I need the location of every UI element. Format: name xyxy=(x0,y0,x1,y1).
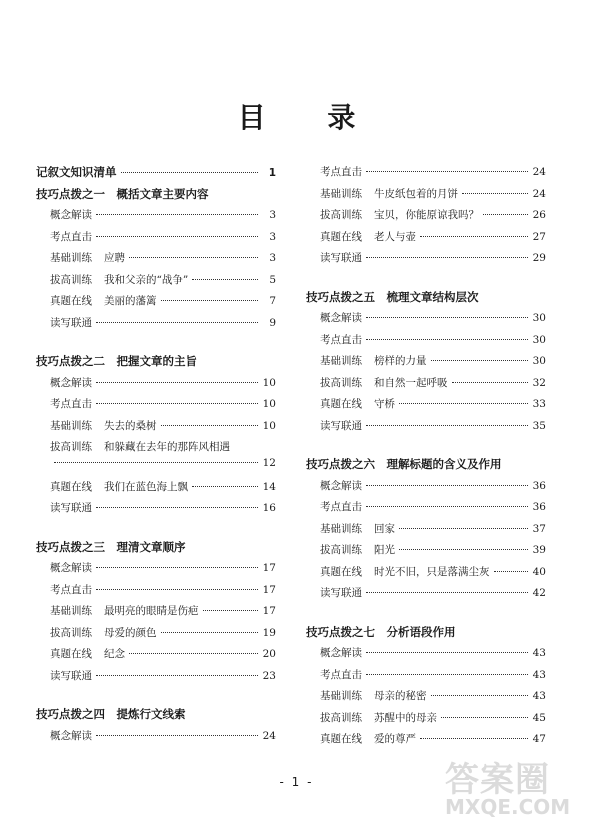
section-heading-label: 技巧点拨之四 提炼行文线索 xyxy=(36,707,186,721)
dot-leader xyxy=(441,717,528,718)
page-ref: 45 xyxy=(532,711,546,724)
dot-leader xyxy=(483,214,528,215)
entry-category: 读写联通 xyxy=(50,316,92,329)
toc-section-heading[interactable] xyxy=(306,289,546,311)
entry-title: 苏醒中的母亲 xyxy=(374,711,437,724)
entry-category: 考点直击 xyxy=(50,230,92,243)
toc-entry[interactable] xyxy=(36,728,276,750)
entry-category: 基础训练 xyxy=(320,187,362,200)
entry-title: 我们在蓝色海上飘 xyxy=(104,480,188,493)
entry-category: 真题在线 xyxy=(50,295,92,307)
entry-category: 真题在线 xyxy=(320,230,362,243)
dot-leader xyxy=(366,674,528,675)
toc-entry[interactable] xyxy=(306,332,546,354)
toc-entry[interactable] xyxy=(36,315,276,337)
toc-entry[interactable] xyxy=(306,186,546,208)
page-ref: 43 xyxy=(532,668,546,681)
toc-entry[interactable] xyxy=(306,499,546,521)
page-ref: 3 xyxy=(269,230,276,243)
entry-category: 基础训练 xyxy=(320,355,362,367)
toc-section-heading[interactable] xyxy=(306,624,546,646)
page-title: 目 录 xyxy=(237,101,382,134)
toc-entry[interactable] xyxy=(306,645,546,667)
entry-category: 基础训练 xyxy=(50,252,92,264)
toc-entry[interactable] xyxy=(36,500,276,522)
page-ref: 36 xyxy=(532,479,546,492)
page-ref: 24 xyxy=(532,166,546,178)
toc-entry[interactable] xyxy=(306,667,546,689)
entry-category: 基础训练 xyxy=(50,419,92,432)
toc-entry[interactable] xyxy=(36,293,276,315)
page-ref: 40 xyxy=(532,565,546,578)
watermark-url: MXQE.COM xyxy=(445,795,571,819)
toc-entry[interactable] xyxy=(36,250,276,272)
entry-title: 老人与壶 xyxy=(374,230,416,243)
toc-entry[interactable] xyxy=(306,564,546,586)
entry-category: 真题在线 xyxy=(50,480,92,493)
toc-entry[interactable] xyxy=(306,521,546,543)
dot-leader xyxy=(96,675,258,676)
toc-entry[interactable] xyxy=(36,418,276,440)
dot-leader xyxy=(129,257,258,258)
page-ref: 36 xyxy=(532,501,546,513)
entry-category: 拔高训练 xyxy=(50,626,92,639)
entry-category: 概念解读 xyxy=(320,479,362,492)
page-ref: 37 xyxy=(532,522,546,535)
dot-leader xyxy=(121,172,259,173)
entry-category: 拔高训练 xyxy=(50,441,92,453)
toc-section-heading[interactable] xyxy=(36,706,276,728)
page-ref: 35 xyxy=(532,419,546,432)
page-ref: 16 xyxy=(262,502,276,514)
entry-title: 阳光 xyxy=(374,544,395,556)
section-gap xyxy=(36,689,276,706)
entry-title: 榜样的力量 xyxy=(374,355,427,367)
page-number: - 1 - xyxy=(279,775,314,789)
toc-entry[interactable] xyxy=(36,603,276,625)
page-ref: 30 xyxy=(532,312,546,324)
dot-leader xyxy=(96,322,258,323)
toc-entry[interactable] xyxy=(306,207,546,229)
section-heading-label: 记叙文知识清单 xyxy=(36,165,117,179)
toc-entry[interactable] xyxy=(306,250,546,272)
entry-category: 基础训练 xyxy=(320,690,362,702)
dot-leader xyxy=(96,236,258,237)
toc-entry-continuation[interactable] xyxy=(36,457,276,479)
page-ref: 5 xyxy=(269,273,276,286)
dot-leader xyxy=(420,738,528,739)
entry-title: 母爱的颜色 xyxy=(104,626,157,639)
toc-entry[interactable] xyxy=(306,478,546,500)
entry-title: 失去的桑树 xyxy=(104,419,157,432)
toc-entry[interactable] xyxy=(36,625,276,647)
dot-leader xyxy=(161,632,259,633)
page-ref: 17 xyxy=(262,562,276,574)
entry-category: 概念解读 xyxy=(320,647,362,659)
entry-title: 美丽的藩篱 xyxy=(104,295,157,307)
toc-entry[interactable] xyxy=(36,668,276,690)
toc-entry[interactable] xyxy=(36,207,276,229)
dot-leader xyxy=(96,382,258,383)
entry-category: 真题在线 xyxy=(320,565,362,578)
toc-entry[interactable] xyxy=(36,396,276,418)
section-heading-label: 技巧点拨之三 理清文章顺序 xyxy=(36,539,186,554)
entry-title: 宝贝，你能原谅我吗？ xyxy=(374,209,479,221)
page-ref: 47 xyxy=(532,733,546,745)
dot-leader xyxy=(366,485,528,486)
dot-leader xyxy=(161,300,259,301)
section-heading-label: 技巧点拨之一 概括文章主要内容 xyxy=(36,186,209,201)
entry-category: 概念解读 xyxy=(50,376,92,389)
entry-category: 拔高训练 xyxy=(320,544,362,556)
watermark-logo-text: 答案圈 xyxy=(445,760,550,800)
dot-leader xyxy=(96,214,258,215)
entry-category: 考点直击 xyxy=(50,583,92,596)
toc-entry[interactable] xyxy=(306,310,546,332)
entry-category: 考点直击 xyxy=(320,501,362,513)
page-ref: 3 xyxy=(269,252,276,264)
section-gap xyxy=(306,272,546,289)
toc-entry[interactable] xyxy=(36,272,276,294)
section-gap xyxy=(306,607,546,624)
section-gap xyxy=(306,439,546,456)
dot-leader xyxy=(192,486,258,487)
entry-title: 时光不旧，只是落满尘灰 xyxy=(374,565,490,578)
page-ref: 1 xyxy=(268,167,276,179)
dot-leader xyxy=(96,507,258,508)
page-ref: 33 xyxy=(532,398,546,410)
page-ref: 30 xyxy=(532,333,546,346)
dot-leader xyxy=(366,317,528,318)
toc-section-heading[interactable] xyxy=(36,186,276,208)
dot-leader xyxy=(462,193,528,194)
entry-title: 爱的尊严 xyxy=(374,733,416,745)
entry-category: 真题在线 xyxy=(320,733,362,745)
dot-leader xyxy=(203,610,259,611)
toc-entry[interactable] xyxy=(306,353,546,375)
toc-entry[interactable] xyxy=(36,375,276,397)
page-ref: 10 xyxy=(262,419,276,432)
entry-category: 读写联通 xyxy=(320,587,362,599)
dot-leader xyxy=(366,339,528,340)
section-heading-label: 技巧点拨之六 理解标题的含义及作用 xyxy=(306,457,502,471)
dot-leader xyxy=(494,571,529,572)
section-gap xyxy=(36,522,276,539)
entry-title: 和躲藏在去年的那阵风相遇 xyxy=(104,441,230,453)
dot-leader xyxy=(366,592,528,593)
toc-entry[interactable] xyxy=(306,396,546,418)
entry-category: 考点直击 xyxy=(50,398,92,410)
dot-leader xyxy=(96,589,258,590)
entry-category: 读写联通 xyxy=(320,252,362,264)
dot-leader xyxy=(366,652,528,653)
toc-column-right xyxy=(306,164,546,753)
toc-section-heading[interactable] xyxy=(36,539,276,561)
toc-entry[interactable] xyxy=(306,542,546,564)
page-ref: 43 xyxy=(532,690,546,702)
dot-leader xyxy=(399,528,528,529)
entry-title: 母亲的秘密 xyxy=(374,690,427,702)
toc-entry[interactable] xyxy=(306,710,546,732)
dot-leader xyxy=(399,403,528,404)
entry-category: 考点直击 xyxy=(320,668,362,681)
page-ref: 39 xyxy=(532,544,546,556)
entry-category: 读写联通 xyxy=(50,669,92,682)
entry-category: 概念解读 xyxy=(50,729,92,742)
entry-title: 应聘 xyxy=(104,252,125,264)
entry-category: 基础训练 xyxy=(320,522,362,535)
toc-column-left xyxy=(36,164,276,749)
page-ref: 27 xyxy=(532,230,546,243)
dot-leader xyxy=(431,695,529,696)
section-gap xyxy=(36,336,276,353)
dot-leader xyxy=(452,382,529,383)
dot-leader xyxy=(161,425,259,426)
toc-entry[interactable] xyxy=(306,418,546,440)
entry-title: 牛皮纸包着的月饼 xyxy=(374,187,458,200)
toc-entry[interactable] xyxy=(36,479,276,501)
entry-title: 和自然一起呼吸 xyxy=(374,376,448,389)
page-ref: 9 xyxy=(269,316,276,329)
entry-category: 拔高训练 xyxy=(320,209,362,221)
page-ref: 10 xyxy=(262,376,276,389)
page-ref: 32 xyxy=(532,376,546,389)
page-ref: 30 xyxy=(532,355,546,367)
entry-title: 回家 xyxy=(374,522,395,535)
page-ref: 3 xyxy=(269,209,276,221)
page-ref: 23 xyxy=(262,669,276,682)
dot-leader xyxy=(431,360,529,361)
entry-category: 拔高训练 xyxy=(320,376,362,389)
entry-category: 概念解读 xyxy=(50,562,92,574)
entry-category: 基础训练 xyxy=(50,605,92,617)
dot-leader xyxy=(96,567,258,568)
toc-entry[interactable] xyxy=(306,688,546,710)
page-ref: 42 xyxy=(532,587,546,599)
toc-entry[interactable] xyxy=(306,164,546,186)
entry-category: 拔高训练 xyxy=(320,711,362,724)
section-heading-label: 技巧点拨之七 分析语段作用 xyxy=(306,624,456,639)
toc-section-heading[interactable] xyxy=(36,353,276,375)
toc-section-heading[interactable] xyxy=(306,456,546,478)
toc-entry[interactable] xyxy=(36,646,276,668)
dot-leader xyxy=(366,257,528,258)
watermark-logo xyxy=(445,752,585,822)
page-ref: 17 xyxy=(262,605,276,617)
toc-entry[interactable] xyxy=(306,585,546,607)
entry-category: 真题在线 xyxy=(320,398,362,410)
entry-category: 读写联通 xyxy=(320,419,362,432)
page-ref: 20 xyxy=(262,648,276,660)
dot-leader xyxy=(129,653,258,654)
dot-leader xyxy=(192,279,258,280)
toc-entry[interactable] xyxy=(306,375,546,397)
page-ref: 14 xyxy=(262,480,276,493)
dot-leader xyxy=(54,462,258,463)
page-ref: 43 xyxy=(532,647,546,659)
page-ref: 7 xyxy=(269,295,276,307)
entry-title: 守桥 xyxy=(374,398,395,410)
page-ref: 10 xyxy=(262,398,276,410)
toc-entry[interactable] xyxy=(306,731,546,753)
dot-leader xyxy=(366,506,528,507)
entry-title: 我和父亲的“战争” xyxy=(104,273,189,286)
toc-entry[interactable] xyxy=(36,229,276,251)
entry-title: 最明亮的眼睛是伤疤 xyxy=(104,605,199,617)
entry-category: 读写联通 xyxy=(50,502,92,514)
entry-title: 纪念 xyxy=(104,648,125,660)
entry-category: 真题在线 xyxy=(50,648,92,660)
dot-leader xyxy=(366,425,528,426)
section-heading-label: 技巧点拨之二 把握文章的主旨 xyxy=(36,354,197,368)
page-ref: 17 xyxy=(262,583,276,596)
dot-leader xyxy=(399,549,528,550)
entry-category: 考点直击 xyxy=(320,333,362,346)
page-ref: 29 xyxy=(532,252,546,264)
dot-leader xyxy=(96,735,258,736)
entry-category: 概念解读 xyxy=(320,312,362,324)
entry-category: 概念解读 xyxy=(50,209,92,221)
section-heading-label: 技巧点拨之五 梳理文章结构层次 xyxy=(306,289,479,304)
toc-entry[interactable] xyxy=(36,560,276,582)
dot-leader xyxy=(96,403,258,404)
page-ref: 19 xyxy=(262,626,276,639)
page-ref: 12 xyxy=(262,457,276,469)
toc-entry[interactable] xyxy=(36,439,276,457)
page-ref: 26 xyxy=(532,209,546,221)
dot-leader xyxy=(420,236,528,237)
toc-entry[interactable] xyxy=(306,229,546,251)
page-ref: 24 xyxy=(532,187,546,200)
entry-category: 拔高训练 xyxy=(50,273,92,286)
toc-entry[interactable] xyxy=(36,582,276,604)
toc-section-heading[interactable] xyxy=(36,164,276,186)
dot-leader xyxy=(366,171,528,172)
entry-category: 考点直击 xyxy=(320,166,362,178)
page-ref: 24 xyxy=(262,729,276,742)
